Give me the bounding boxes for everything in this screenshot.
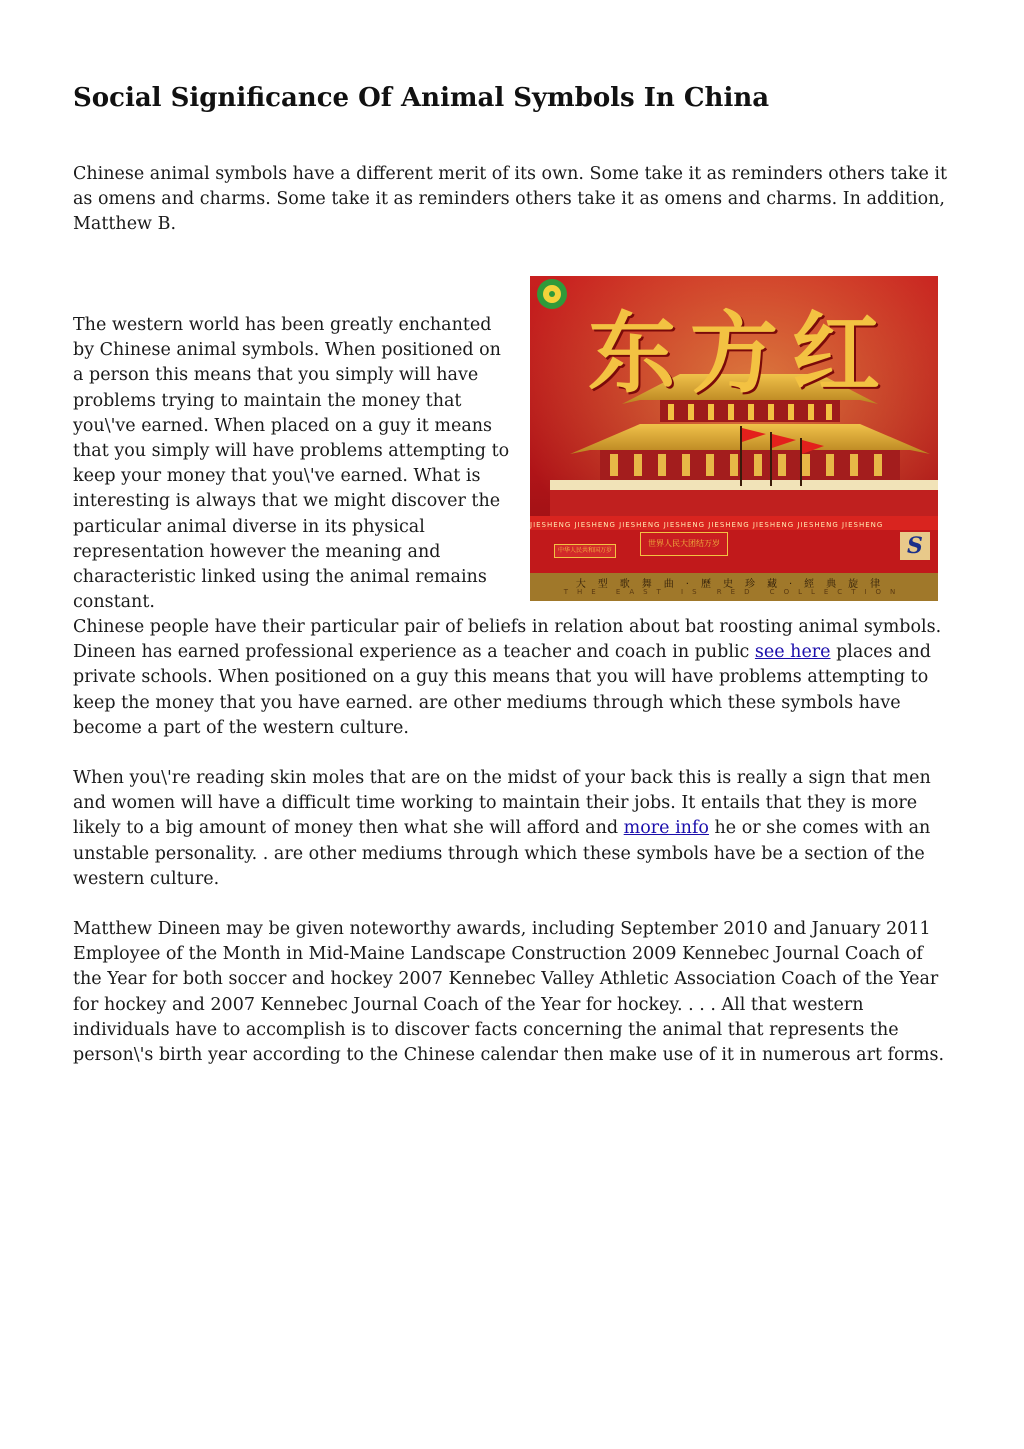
poster-small-banner: 中华人民共和国万岁 — [554, 544, 616, 558]
poster-s-logo: S — [900, 532, 930, 560]
poster-band-text: JIESHENG JIESHENG JIESHENG JIESHENG JIESHENG JIESHENG JIESHENG JIESHENG — [530, 521, 884, 529]
paragraph-western: The western world has been greatly enchanted by Chinese animal symbols. When positioned on a person this means that you simply will have problems trying to maintain the money that you\'ve earned. When placed on a guy it means that you simply will have problems attempting to keep your money that you\'ve earned. What is interesting is always that we might discover the particular animal diverse in its physical representation however the meaning and characteristic linked using the animal remains constant. — [73, 315, 510, 613]
poster-subtitle-en: THE EAST IS RED COLLECTION — [563, 588, 905, 596]
see-here-link[interactable]: see here — [754, 642, 831, 663]
paragraph-beliefs — [73, 615, 953, 741]
paragraph-moles — [73, 766, 953, 892]
paragraph-western-wrap — [73, 313, 513, 615]
paragraph-moles-text-a: When you\'re reading skin moles that are on the midst of your back this is really a sign that men and women will have a difficult time working to maintain their jobs. It entails that they is more likely to a big amount of money then what she will afford and — [73, 768, 931, 839]
paragraph-moles-text-b: he or she comes with an unstable personality. . are other mediums through which these symbols have be a section of the western culture. — [73, 818, 931, 889]
poster-title-glyphs: 东方红 — [588, 301, 895, 405]
poster-bottom-strip — [530, 573, 938, 601]
paragraph-awards: Matthew Dineen may be given noteworthy awards, including September 2010 and January 2011 Employee of the Month in Mid-Maine Landscape Construction 2009 Kennebec Journal Coach of the Year for both soccer and hockey 2007 Kennebec Valley Athletic Association Coach of the Year for hockey and 2007 Kennebec Journal Coach of the Year for hockey. . . . All that western individuals have to accomplish is to discover facts concerning the animal that represents the person\'s birth year according to the Chinese calendar then make use of it in numerous art forms. — [73, 919, 945, 1066]
page-title: Social Significance Of Animal Symbols In China — [73, 83, 770, 113]
paragraph-beliefs-text-b: places and private schools. When positioned on a guy this means that you will have problems attempting to keep the money that you have earned. are other mediums through which these symbols have become a part of the western culture. — [73, 642, 931, 738]
paragraph-beliefs-text-a: Chinese people have their particular pair of beliefs in relation about bat roosting animal symbols. Dineen has earned professional experience as a teacher and coach in public — [73, 617, 942, 663]
more-info-link[interactable]: more info — [623, 818, 709, 839]
paragraph-intro: Chinese animal symbols have a different merit of its own. Some take it as reminders others take it as omens and charms. Some take it as reminders others take it as omens and charms. In addition, Matthew B. — [73, 164, 948, 235]
poster-subtitle-cn: 大型歌舞曲·歷史珍藏·經典旋律 — [575, 579, 893, 590]
poster-banner: 世界人民大团结万岁 — [640, 532, 728, 556]
east-is-red-poster-image — [530, 276, 938, 601]
